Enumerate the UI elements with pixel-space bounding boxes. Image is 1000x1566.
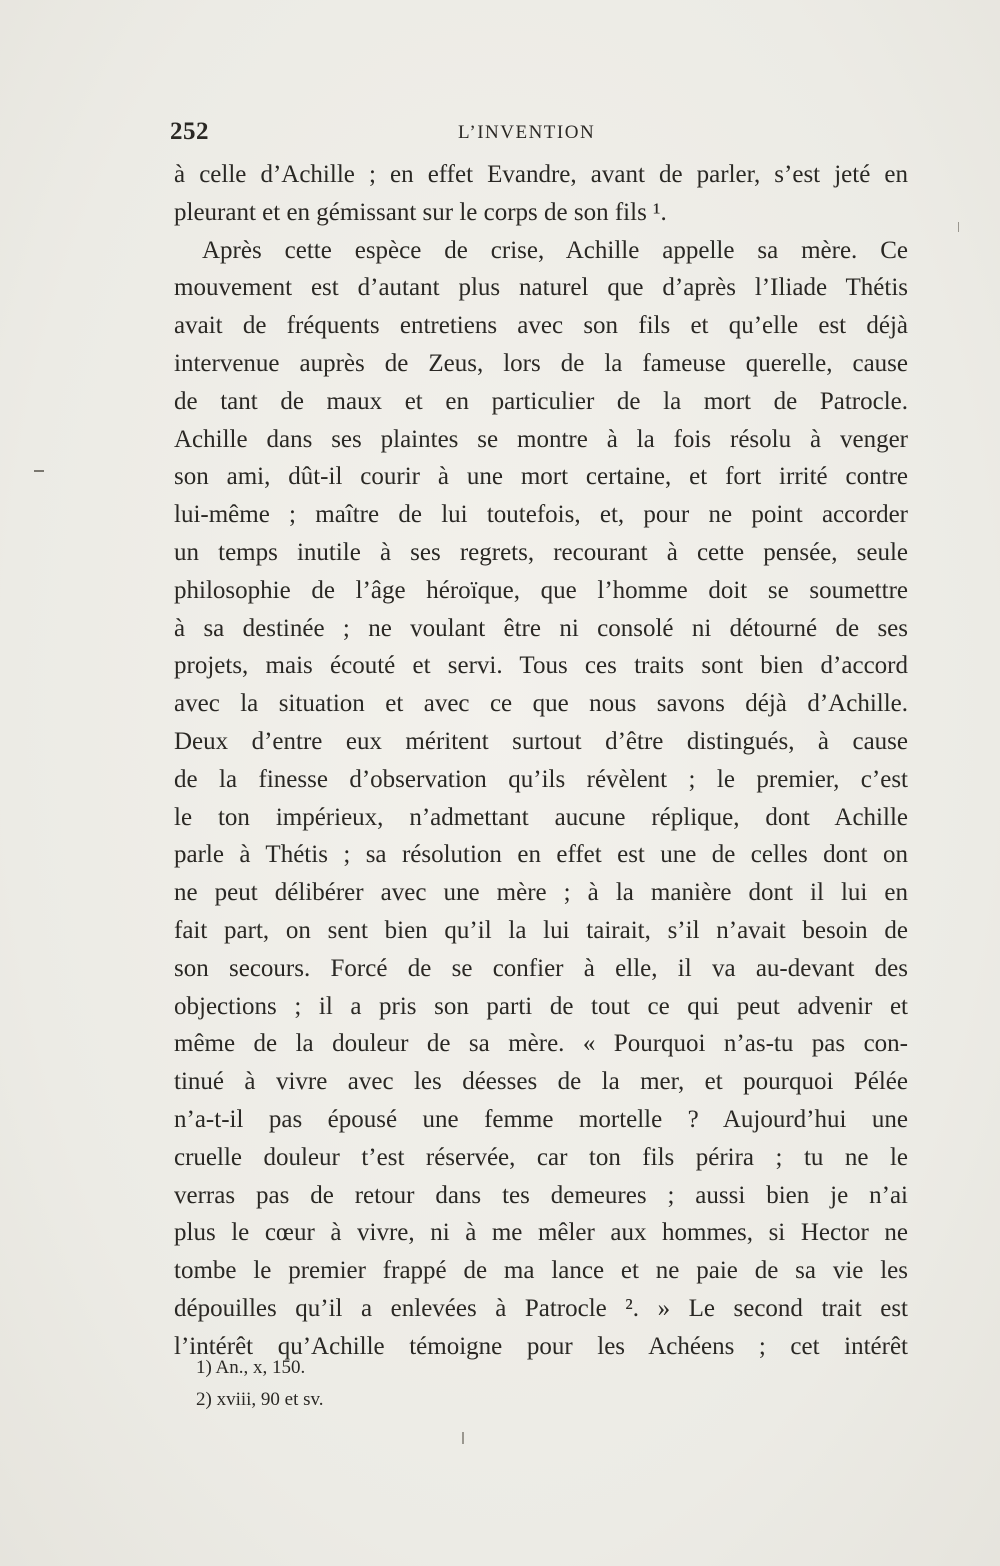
page-number: 252 [170,118,209,145]
text-line: à sa destinée ; ne voulant être ni consolé ni détourné de ses [174,614,908,642]
running-title: L’INVENTION [458,122,596,143]
text-line: le ton impérieux, n’admettant aucune réplique, dont Achille [174,803,908,831]
text-line: de tant de maux et en particulier de la mort de Patrocle. [174,387,908,415]
text-line: son secours. Forcé de se confier à elle, il va au-devant des [174,954,908,982]
text-line: n’a-t-il pas épousé une femme mortelle ? Aujourd’hui une [174,1105,908,1133]
text-line: Après cette espèce de crise, Achille appelle sa mère. Ce [202,236,908,264]
text-line: fait part, on sent bien qu’il la lui tairait, s’il n’avait besoin de [174,916,908,944]
footnote: 2) xviii, 90 et sv. [196,1389,324,1410]
text-line: objections ; il a pris son parti de tout ce qui peut advenir et [174,992,908,1020]
text-line: lui-même ; maître de lui toutefois, et, pour ne point accorder [174,501,908,529]
text-line: l’intérêt qu’Achille témoigne pour les Achéens ; cet intérêt [174,1332,908,1360]
text-line: un temps inutile à ses regrets, recourant à cette pensée, seule [174,538,908,566]
running-head [170,118,912,152]
footnote: 1) An., x, 150. [196,1357,306,1378]
text-line: parle à Thétis ; sa résolution en effet est une de celles dont on [174,841,908,869]
text-line: projets, mais écouté et servi. Tous ces traits sont bien d’accord [174,652,908,680]
text-line: pleurant et en gémissant sur le corps de son fils ¹. [174,198,667,226]
text-line: ne peut délibérer avec une mère ; à la manière dont il lui en [174,879,908,907]
text-line: philosophie de l’âge héroïque, que l’homme doit se soumettre [174,576,908,604]
footnotes [196,1352,596,1416]
text-line: même de la douleur de sa mère. « Pourquoi n’as-tu pas con- [174,1030,908,1058]
text-line: avait de fréquents entretiens avec son fils et qu’elle est déjà [174,312,908,340]
margin-mark [34,470,44,472]
text-line: plus le cœur à vivre, ni à me mêler aux hommes, si Hector ne [174,1219,908,1247]
margin-mark [462,1432,464,1444]
text-line: son ami, dût-il courir à une mort certaine, et fort irrité contre [174,463,908,491]
margin-mark [958,222,959,232]
text-line: cruelle douleur t’est réservée, car ton fils périra ; tu ne le [174,1143,908,1171]
text-line: à celle d’Achille ; en effet Evandre, avant de parler, s’est jeté en [174,161,908,188]
text-line: intervenue auprès de Zeus, lors de la fameuse querelle, cause [174,349,908,377]
text-line: mouvement est d’autant plus naturel que d’après l’Iliade Thétis [174,274,908,302]
text-line: avec la situation et avec ce que nous savons déjà d’Achille. [174,690,908,718]
text-line: de la finesse d’observation qu’ils révèlent ; le premier, c’est [174,765,908,793]
text-line: Achille dans ses plaintes se montre à la fois résolu à venger [174,425,908,453]
text-line: Deux d’entre eux méritent surtout d’être distingués, à cause [174,727,908,755]
text-line: dépouilles qu’il a enlevées à Patrocle ². » Le second trait est [174,1294,908,1322]
text-line: tinué à vivre avec les déesses de la mer, et pourquoi Pélée [174,1068,908,1096]
text-line: tombe le premier frappé de ma lance et ne paie de sa vie les [174,1257,908,1285]
text-line: verras pas de retour dans tes demeures ; aussi bien je n’ai [174,1181,908,1209]
body-text [174,156,908,1366]
